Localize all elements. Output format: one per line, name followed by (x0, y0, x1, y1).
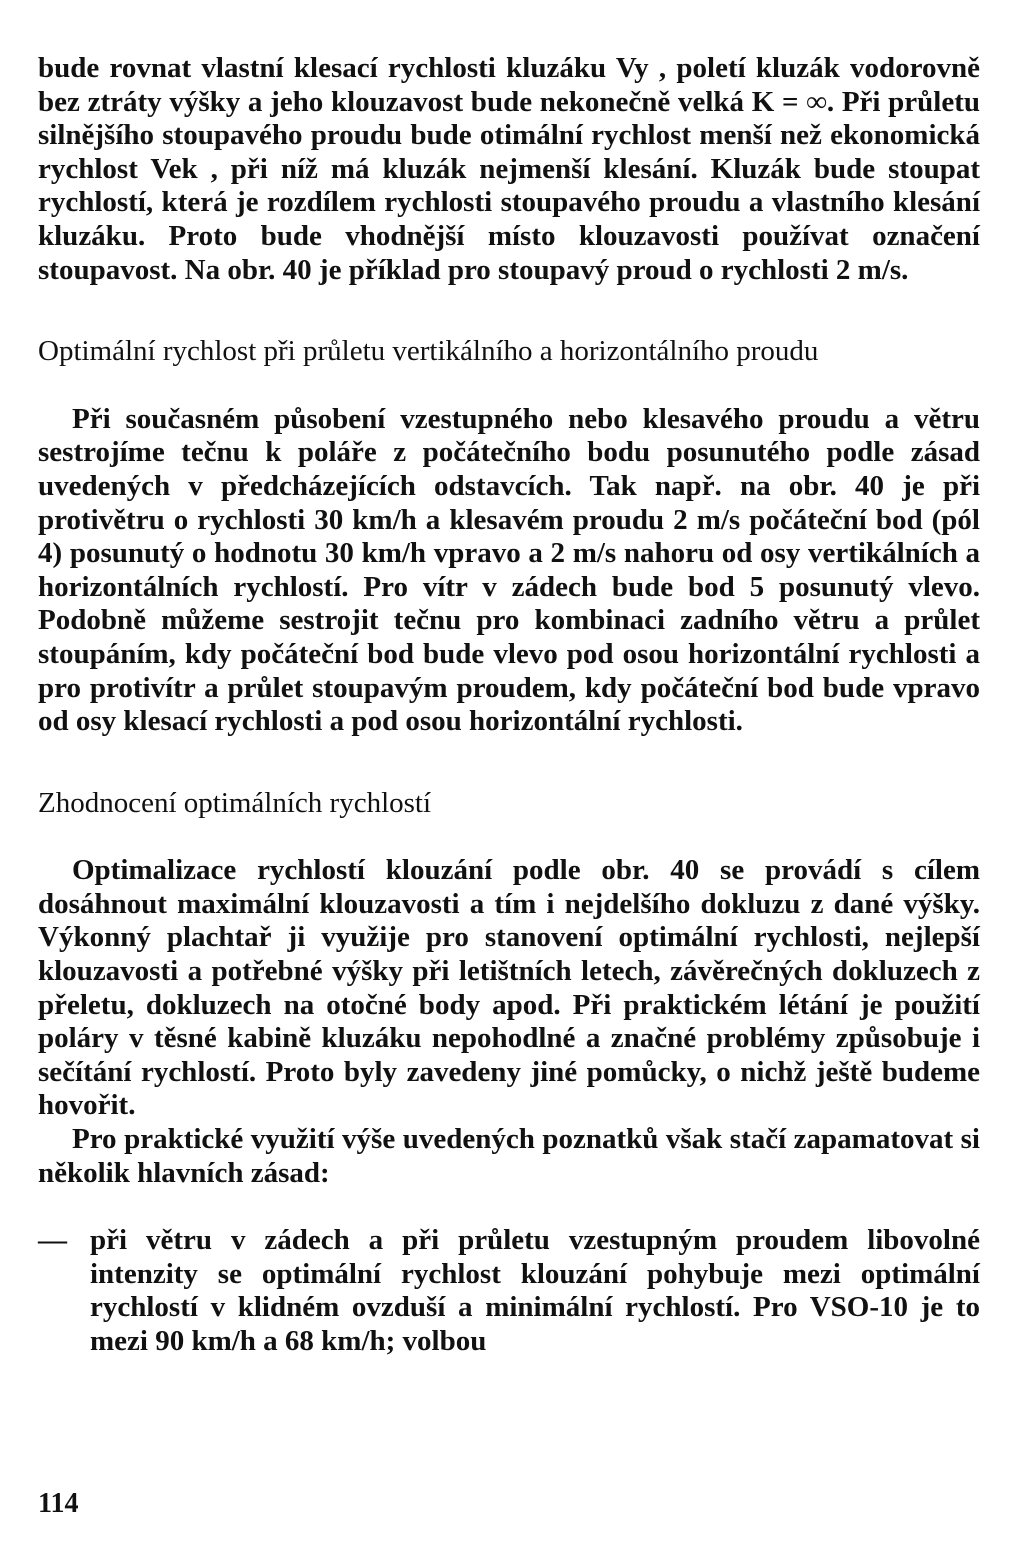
page-body (38, 52, 980, 1359)
list-item-text: při větru v zádech a při průletu vzestupným proudem libovolné intenzity se optimální rychlost klouzání pohybuje mezi optimální rychlostí v klidném ovzduší a minimální rychlostí. Pro VSO-10 je to mezi 90 km/h a 68 km/h; volbou (90, 1224, 980, 1357)
dash-bullet: — (38, 1224, 67, 1257)
body-paragraph-4: Pro praktické využití výše uvedených poznatků však stačí zapamatovat si několik hlavních zásad: (38, 1123, 980, 1189)
section-heading-optimal-speed: Optimální rychlost při průletu vertikálního a horizontálního proudu (38, 335, 819, 368)
body-paragraph-1: bude rovnat vlastní klesací rychlosti kluzáku Vy , poletí kluzák vodorovně bez ztráty výšky a jeho klouzavost bude nekonečně velká K = ∞. Při průletu silnějšího stoupavého proudu bude otimální rychlost menší než ekonomická rychlost Vek , při níž má kluzák nejmenší klesání. Kluzák bude stoupat rychlostí, která je rozdílem rychlosti stoupavého proudu a vlastního klesání kluzáku. Proto bude vhodnější místo klouzavosti používat označení stoupavost. Na obr. 40 je příklad pro stoupavý proud o rychlosti 2 m/s. (38, 52, 980, 286)
list-item (38, 1224, 980, 1358)
section-heading-evaluation: Zhodnocení optimálních rychlostí (38, 786, 432, 819)
body-paragraph-2: Při současném působení vzestupného nebo klesavého proudu a větru sestrojíme tečnu k poláře z počátečního bodu posunutého podle zásad uvedených v předcházejících odstavcích. Tak např. na obr. 40 je při protivětru o rychlosti 30 km/h a klesavém proudu 2 m/s počáteční bod (pól 4) posunutý o hodnotu 30 km/h vpravo a 2 m/s nahoru od osy vertikálních a horizontálních rychlostí. Pro vítr v zádech bude bod 5 posunutý vlevo. Podobně můžeme sestrojit tečnu pro kombinaci zadního větru a průlet stoupáním, kdy počáteční bod bude vlevo pod osou horizontální rychlosti a pro protivítr a průlet stoupavým proudem, kdy počáteční bod bude vpravo od osy klesací rychlosti a pod osou horizontální rychlosti. (38, 402, 980, 738)
page-number: 114 (38, 1488, 79, 1519)
body-paragraph-3: Optimalizace rychlostí klouzání podle obr. 40 se provádí s cílem dosáhnout maximální klouzavosti a tím i nejdelšího dokluzu z dané výšky. Výkonný plachtař ji využije pro stanovení optimální rychlosti, nejlepší klouzavosti a potřebné výšky při letištních letech, závěrečných dokluzech z přeletu, dokluzech na otočné body apod. Při praktickém létání je použití poláry v těsné kabině kluzáku nepohodlné a značné problémy způsobuje i sečítání rychlostí. Proto byly zavedeny jiné pomůcky, o nichž ještě budeme hovořit. (38, 854, 980, 1122)
